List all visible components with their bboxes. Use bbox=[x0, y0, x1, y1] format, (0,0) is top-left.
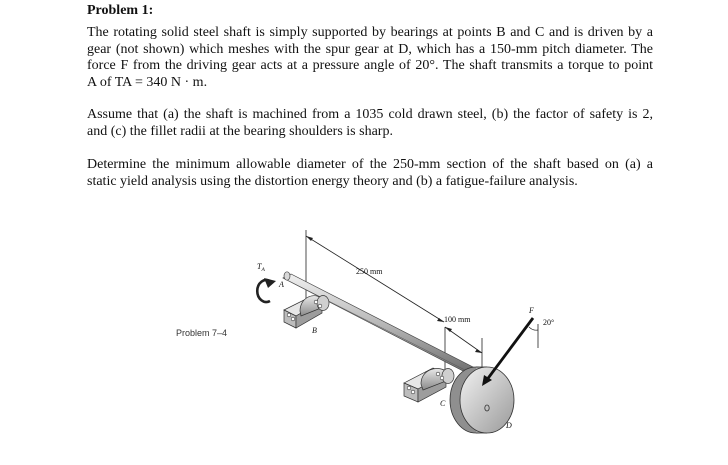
figure-caption: Problem 7–4 bbox=[176, 328, 228, 338]
pressure-angle-label: 20° bbox=[543, 318, 555, 327]
spur-gear-d bbox=[450, 367, 514, 433]
force-label: F bbox=[529, 306, 534, 315]
problem-statement-paragraph bbox=[87, 25, 653, 91]
dimension-250mm: 250 mm bbox=[356, 267, 383, 276]
point-a-label: A bbox=[279, 280, 284, 289]
text-line: The rotating solid steel shaft is simply supported by bearings at points B and C and is driven by a bbox=[87, 25, 653, 40]
force-arrow-f bbox=[482, 318, 538, 386]
bearing-c bbox=[404, 368, 454, 402]
bearing-b bbox=[284, 296, 329, 329]
dim-arrowhead bbox=[306, 236, 313, 241]
text-line: static yield analysis using the distortion energy theory and (b) a fatigue-failure analysis. bbox=[87, 173, 578, 189]
point-b-label: B bbox=[312, 326, 317, 335]
torque-arrow-ta bbox=[257, 278, 276, 302]
dim-arrowhead bbox=[475, 349, 482, 353]
text-line: Determine the minimum allowable diameter of the 250-mm section of the shaft based on (a) a bbox=[87, 157, 653, 172]
text-line: force F from the driving gear acts at a pressure angle of 20°. The shaft transmits a torque to point bbox=[87, 58, 653, 74]
dimension-100mm: 100 mm bbox=[444, 315, 471, 324]
task-paragraph bbox=[87, 157, 653, 190]
text-line: Assume that (a) the shaft is machined from a 1035 cold drawn steel, (b) the factor of safety is 2, bbox=[87, 107, 653, 122]
shaft-diagram bbox=[0, 200, 728, 465]
text-line: and (c) the fillet radii at the bearing shoulders is sharp. bbox=[87, 123, 393, 139]
torque-label: $T_A$ bbox=[257, 262, 265, 273]
assumptions-paragraph bbox=[87, 107, 653, 140]
text-line: gear (not shown) which meshes with the spur gear at D, which has a 150-mm pitch diameter. The bbox=[87, 41, 653, 57]
text-line: A of TA = 340 N · m. bbox=[87, 74, 208, 90]
point-c-label: C bbox=[440, 399, 446, 408]
point-d-label: D bbox=[506, 421, 512, 430]
problem-heading: Problem 1: bbox=[87, 3, 154, 18]
